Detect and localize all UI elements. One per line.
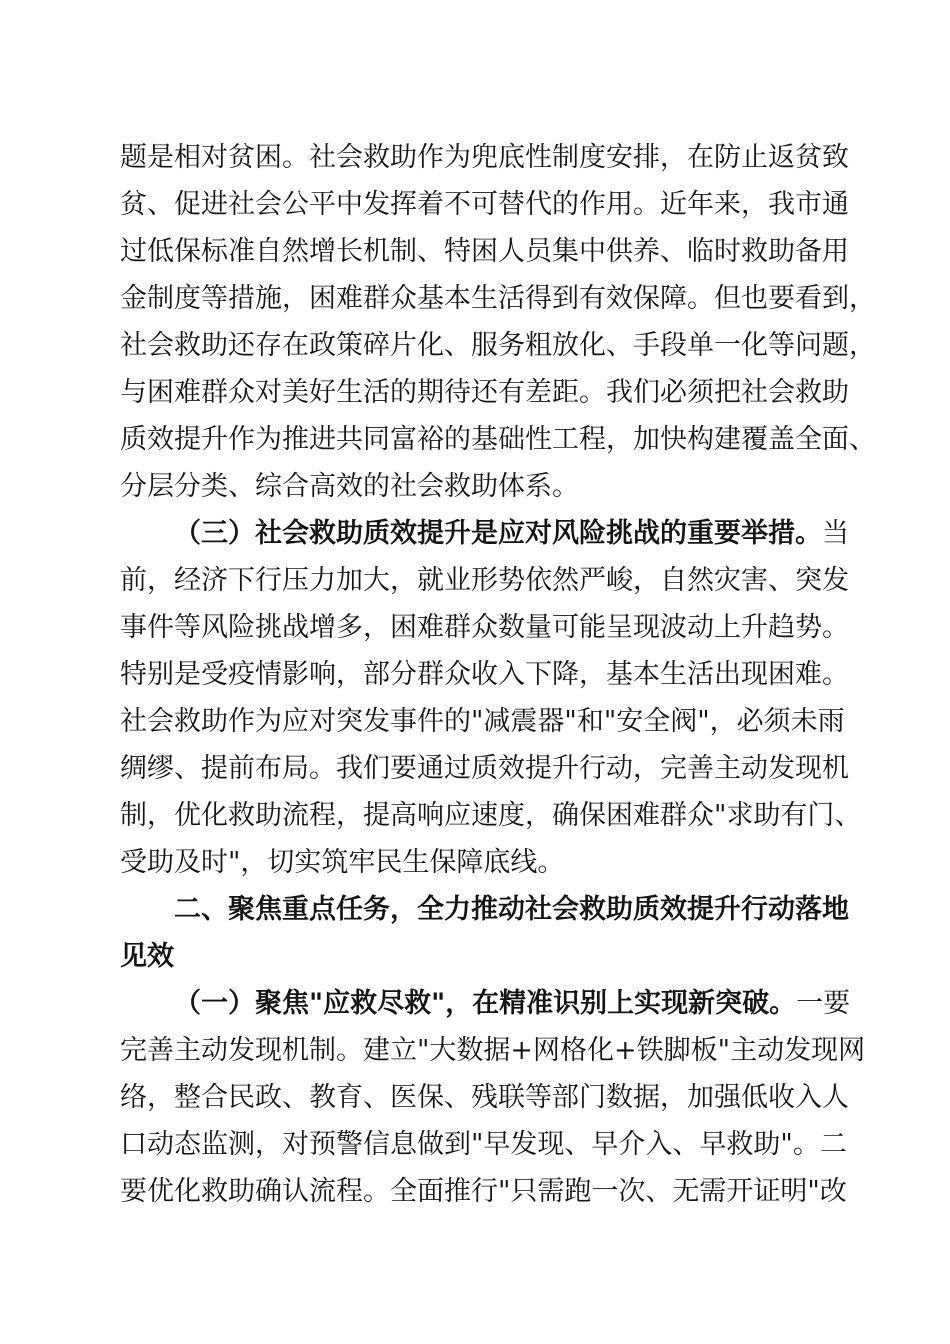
paragraph-line: 络，整合民政、教育、医保、残联等部门数据，加强低收入人 [120,1082,849,1113]
subsection-heading: （三）社会救助质效提升是应对风险挑战的重要举措。 [174,518,822,549]
paragraph-line: 特别是受疫情影响，部分群众收入下降，基本生活出现困难。 [120,659,849,690]
paragraph-first-line [174,514,849,554]
paragraph-line: 社会救助作为应对突发事件的"减震器"和"安全阀"，必须未雨 [120,706,845,737]
paragraph-line: 贫、促进社会公平中发挥着不可替代的作用。近年来，我市通 [120,189,849,220]
paragraph-line: 事件等风险挑战增多，困难群众数量可能呈现波动上升趋势。 [120,612,849,643]
paragraph-text: 一要 [796,988,851,1019]
paragraph-line: 制，优化救助流程，提高响应速度，确保困难群众"求助有门、 [120,800,862,831]
section-heading: 二、聚焦重点任务，全力推动社会救助质效提升行动落地 [174,894,849,925]
paragraph-line: 前，经济下行压力加大，就业形势依然严峻，自然灾害、突发 [120,565,849,596]
paragraph-line: 金制度等措施，困难群众基本生活得到有效保障。但也要看到， [120,283,876,314]
paragraph-line: 受助及时"，切实筑牢民生保障底线。 [120,847,565,878]
paragraph-line: 社会救助还存在政策碎片化、服务粗放化、手段单一化等问题， [120,330,876,361]
paragraph-line: 质效提升作为推进共同富裕的基础性工程，加快构建覆盖全面、 [120,424,876,455]
paragraph-line: 题是相对贫困。社会救助作为兜底性制度安排，在防止返贫致 [120,142,849,173]
paragraph-text: 当 [822,518,849,549]
paragraph-line: 口动态监测，对预警信息做到"早发现、早介入、早救助"。二 [120,1129,847,1160]
paragraph-line: 过低保标准自然增长机制、特困人员集中供养、临时救助备用 [120,236,849,267]
paragraph-line: 与困难群众对美好生活的期待还有差距。我们必须把社会救助 [120,377,849,408]
subsection-heading: （一）聚焦"应救尽救"，在精准识别上实现新突破。 [174,988,797,1019]
paragraph-line: 要优化救助确认流程。全面推行"只需跑一次、无需开证明"改 [120,1176,847,1207]
paragraph-line: 绸缪、提前布局。我们要通过质效提升行动，完善主动发现机 [120,753,849,784]
section-heading-continued: 见效 [120,941,174,972]
paragraph-line: 分层分类、综合高效的社会救助体系。 [120,471,579,502]
paragraph-line: 完善主动发现机制。建立"大数据+网格化+铁脚板"主动发现网 [120,1035,866,1066]
paragraph-first-line [174,984,851,1024]
